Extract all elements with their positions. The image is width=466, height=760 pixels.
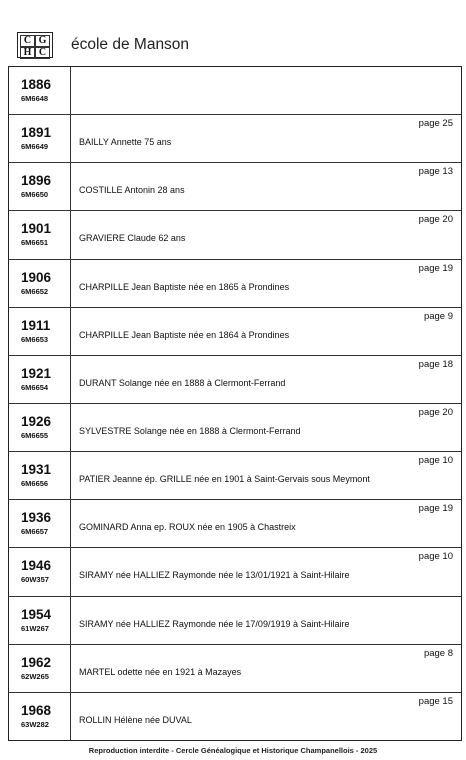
archive-code: 63W282 xyxy=(21,719,49,729)
entry-cell xyxy=(71,548,461,595)
table-row xyxy=(9,404,461,452)
logo-letter: G xyxy=(35,35,50,47)
archive-code: 6M6655 xyxy=(21,431,49,441)
census-year: 1936 xyxy=(21,510,52,526)
table-row xyxy=(9,645,461,693)
table-row xyxy=(9,452,461,500)
page-reference: page 20 xyxy=(418,406,453,418)
year-cell xyxy=(9,308,71,355)
teacher-entry: BAILLY Annette 75 ans xyxy=(79,137,172,148)
entry-cell xyxy=(71,211,461,258)
census-year: 1891 xyxy=(21,125,52,141)
entry-cell xyxy=(71,67,461,114)
archive-code: 6M6651 xyxy=(21,238,49,248)
entry-cell xyxy=(71,500,461,547)
table-row xyxy=(9,163,461,211)
table-row xyxy=(9,356,461,404)
entry-cell xyxy=(71,163,461,210)
archive-code: 6M6656 xyxy=(21,479,49,489)
census-table xyxy=(8,66,462,741)
archive-code: 6M6652 xyxy=(21,286,49,296)
teacher-entry: MARTEL odette née en 1921 à Mazayes xyxy=(79,666,242,677)
census-year: 1906 xyxy=(21,269,52,285)
archive-code: 60W357 xyxy=(21,575,49,585)
teacher-entry: CHARPILLE Jean Baptiste née en 1865 à Prondines xyxy=(79,281,290,292)
archive-code: 61W267 xyxy=(21,623,49,633)
teacher-entry: SIRAMY née HALLIEZ Raymonde née le 13/01/1921 à Saint-Hilaire xyxy=(79,570,350,581)
archive-code: 6M6650 xyxy=(21,190,49,200)
teacher-entry: SIRAMY née HALLIEZ Raymonde née le 17/09/1919 à Saint-Hilaire xyxy=(79,618,350,629)
entry-cell xyxy=(71,308,461,355)
archive-code: 6M6654 xyxy=(21,382,49,392)
year-cell xyxy=(9,115,71,162)
table-row xyxy=(9,67,461,115)
page-reference: page 25 xyxy=(418,118,453,130)
cghc-logo xyxy=(17,32,53,58)
census-year: 1886 xyxy=(21,77,52,93)
year-cell xyxy=(9,500,71,547)
page-header xyxy=(17,30,189,60)
table-row xyxy=(9,308,461,356)
entry-cell xyxy=(71,115,461,162)
year-cell xyxy=(9,356,71,403)
teacher-entry: PATIER Jeanne ép. GRILLE née en 1901 à Saint-Gervais sous Meymont xyxy=(79,474,370,485)
year-cell xyxy=(9,404,71,451)
page-reference: page 8 xyxy=(423,647,453,659)
page-reference: page 15 xyxy=(418,695,453,707)
census-year: 1921 xyxy=(21,365,52,381)
census-year: 1926 xyxy=(21,414,52,430)
page-reference: page 19 xyxy=(418,262,453,274)
year-cell xyxy=(9,67,71,114)
census-year: 1954 xyxy=(21,606,52,622)
teacher-entry: ROLLIN Hélène née DUVAL xyxy=(79,714,192,725)
page-reference: page 13 xyxy=(418,166,453,178)
page-reference: page 10 xyxy=(418,455,453,467)
logo-letter: C xyxy=(35,47,50,59)
table-row xyxy=(9,548,461,596)
page-reference: page 18 xyxy=(418,358,453,370)
archive-code: 6M6653 xyxy=(21,334,49,344)
entry-cell xyxy=(71,452,461,499)
archive-code: 6M6648 xyxy=(21,94,49,104)
table-row xyxy=(9,597,461,645)
archive-code: 62W265 xyxy=(21,671,49,681)
entry-cell xyxy=(71,597,461,644)
entry-cell xyxy=(71,356,461,403)
table-row xyxy=(9,500,461,548)
teacher-entry: DURANT Solange née en 1888 à Clermont-Ferrand xyxy=(79,377,286,388)
census-year: 1911 xyxy=(21,317,51,333)
page-reference: page 9 xyxy=(423,310,453,322)
census-year: 1962 xyxy=(21,654,52,670)
page-reference: page 19 xyxy=(418,503,453,515)
census-year: 1946 xyxy=(21,558,52,574)
teacher-entry: GRAVIERE Claude 62 ans xyxy=(79,233,186,244)
census-year: 1896 xyxy=(21,173,52,189)
census-year: 1901 xyxy=(21,221,52,237)
footer-note: Reproduction interdite - Cercle Généalogique et Historique Champanellois - 2025 xyxy=(88,746,378,755)
year-cell xyxy=(9,163,71,210)
logo-letter: H xyxy=(20,47,35,59)
teacher-entry: SYLVESTRE Solange née en 1888 à Clermont-Ferrand xyxy=(79,425,301,436)
year-cell xyxy=(9,597,71,644)
entry-cell xyxy=(71,404,461,451)
table-row xyxy=(9,115,461,163)
page-reference: page 10 xyxy=(418,551,453,563)
table-row xyxy=(9,693,461,740)
logo-letter: C xyxy=(20,35,35,47)
entry-cell xyxy=(71,693,461,740)
entry-cell xyxy=(71,260,461,307)
archive-code: 6M6649 xyxy=(21,142,49,152)
entry-cell xyxy=(71,645,461,692)
page-title: école de Manson xyxy=(71,36,190,53)
census-year: 1931 xyxy=(21,462,52,478)
teacher-entry: COSTILLE Antonin 28 ans xyxy=(79,185,185,196)
page-reference: page 20 xyxy=(418,214,453,226)
teacher-entry: CHARPILLE Jean Baptiste née en 1864 à Prondines xyxy=(79,329,290,340)
year-cell xyxy=(9,260,71,307)
census-year: 1968 xyxy=(21,702,52,718)
table-row xyxy=(9,211,461,259)
year-cell xyxy=(9,645,71,692)
year-cell xyxy=(9,211,71,258)
archive-code: 6M6657 xyxy=(21,527,49,537)
year-cell xyxy=(9,548,71,595)
table-row xyxy=(9,260,461,308)
year-cell xyxy=(9,693,71,740)
year-cell xyxy=(9,452,71,499)
teacher-entry: GOMINARD Anna ep. ROUX née en 1905 à Chastreix xyxy=(79,522,296,533)
